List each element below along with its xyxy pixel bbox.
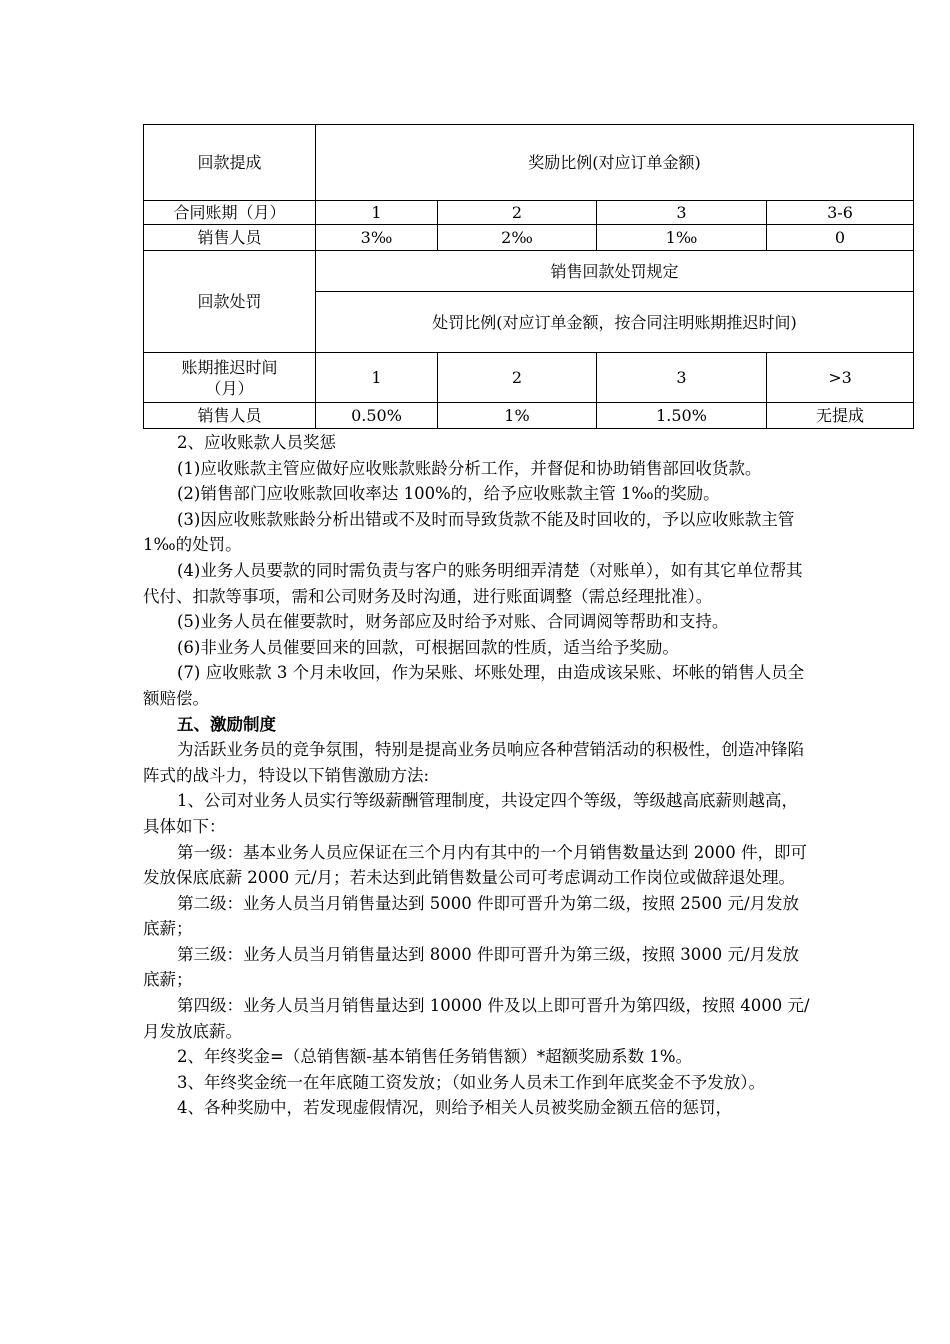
table-cell: 3-6 xyxy=(767,201,914,225)
paragraph: (3)因应收账款账龄分析出错或不及时而导致货款不能及时回收的，予以应收账款主管 1‰的处罚。 xyxy=(143,509,795,555)
table-cell: 2 xyxy=(438,201,597,225)
commission-table xyxy=(143,124,914,429)
table-cell: 0.50% xyxy=(316,403,438,429)
table-cell: 1 xyxy=(316,353,438,403)
section-heading: 五、激励制度 xyxy=(177,714,276,734)
table-cell: 3 xyxy=(597,353,767,403)
table-cell: 1‰ xyxy=(597,225,767,251)
row-label: 销售人员 xyxy=(144,225,316,251)
table-header: 处罚比例(对应订单金额，按合同注明账期推迟时间) xyxy=(316,292,914,353)
table-cell: 0 xyxy=(767,225,914,251)
table-header: 销售回款处罚规定 xyxy=(316,251,914,292)
table-cell: 1% xyxy=(438,403,597,429)
paragraph: 第一级：基本业务人员应保证在三个月内有其中的一个月销售数量达到 2000 件，即可发放保底底薪 2000 元/月；若未达到此销售数量公司可考虑调动工作岗位或做辞退处理。 xyxy=(143,842,807,888)
section-heading: 2、应收账款人员奖惩 xyxy=(177,433,336,452)
row-label: 销售人员 xyxy=(144,403,316,429)
table-cell: 1.50% xyxy=(597,403,767,429)
paragraph: (6)非业务人员催要回来的回款，可根据回款的性质，适当给予奖励。 xyxy=(177,637,679,657)
paragraph: 2、年终奖金=（总销售额-基本销售任务销售额）*超额奖励系数 1%。 xyxy=(177,1047,693,1067)
paragraph: (4)业务人员要款的同时需负责与客户的账务明细弄清楚（对账单），如有其它单位帮其代付、扣款等事项，需和公司财务及时沟通，进行账面调整（需总经理批准）。 xyxy=(143,560,803,606)
paragraph: (5)业务人员在催要款时，财务部应及时给予对账、合同调阅等帮助和支持。 xyxy=(177,612,729,632)
paragraph: (7) 应收账款 3 个月未收回，作为呆账、坏账处理，由造成该呆账、坏帐的销售人员全额赔偿。 xyxy=(143,663,805,708)
row-label: 回款提成 xyxy=(144,125,316,201)
paragraph: 3、年终奖金统一在年底随工资发放；（如业务人员未工作到年底奖金不予发放）。 xyxy=(177,1072,765,1092)
paragraph: 第二级：业务人员当月销售量达到 5000 件即可晋升为第二级，按照 2500 元/月发放底薪； xyxy=(143,893,800,939)
table-cell: 2 xyxy=(438,353,597,403)
paragraph: 为活跃业务员的竞争氛围，特别是提高业务员响应各种营销活动的积极性，创造冲锋陷阵式的战斗力，特设以下销售激励方法: xyxy=(143,740,804,785)
table-cell: 2‰ xyxy=(438,225,597,251)
paragraph: 1、公司对业务人员实行等级薪酬管理制度，共设定四个等级，等级越高底薪则越高，具体如下： xyxy=(143,791,798,836)
row-label: 合同账期（月） xyxy=(144,201,316,225)
table-cell: 3‰ xyxy=(316,225,438,251)
document-body xyxy=(143,430,813,1121)
paragraph: 第四级：业务人员当月销售量达到 10000 件及以上即可晋升为第四级，按照 4000 元/月发放底薪。 xyxy=(143,996,810,1041)
paragraph: (1)应收账款主管应做好应收账款账龄分析工作，并督促和协助销售部回收货款。 xyxy=(177,458,762,478)
table-cell: 3 xyxy=(597,201,767,225)
table-cell: 1 xyxy=(316,201,438,225)
table-cell: >3 xyxy=(767,353,914,403)
row-label: 回款处罚 xyxy=(144,251,316,353)
paragraph: 第三级：业务人员当月销售量达到 8000 件即可晋升为第三级，按照 3000 元/月发放底薪； xyxy=(143,944,800,990)
row-label: 账期推迟时间（月） xyxy=(144,353,316,403)
paragraph: 4、各种奖励中，若发现虚假情况，则给予相关人员被奖励金额五倍的惩罚， xyxy=(177,1098,732,1118)
table-header: 奖励比例(对应订单金额) xyxy=(316,125,914,201)
table-cell: 无提成 xyxy=(767,403,914,429)
paragraph: (2)销售部门应收账款回收率达 100%的，给予应收账款主管 1‰的奖励。 xyxy=(177,484,720,504)
